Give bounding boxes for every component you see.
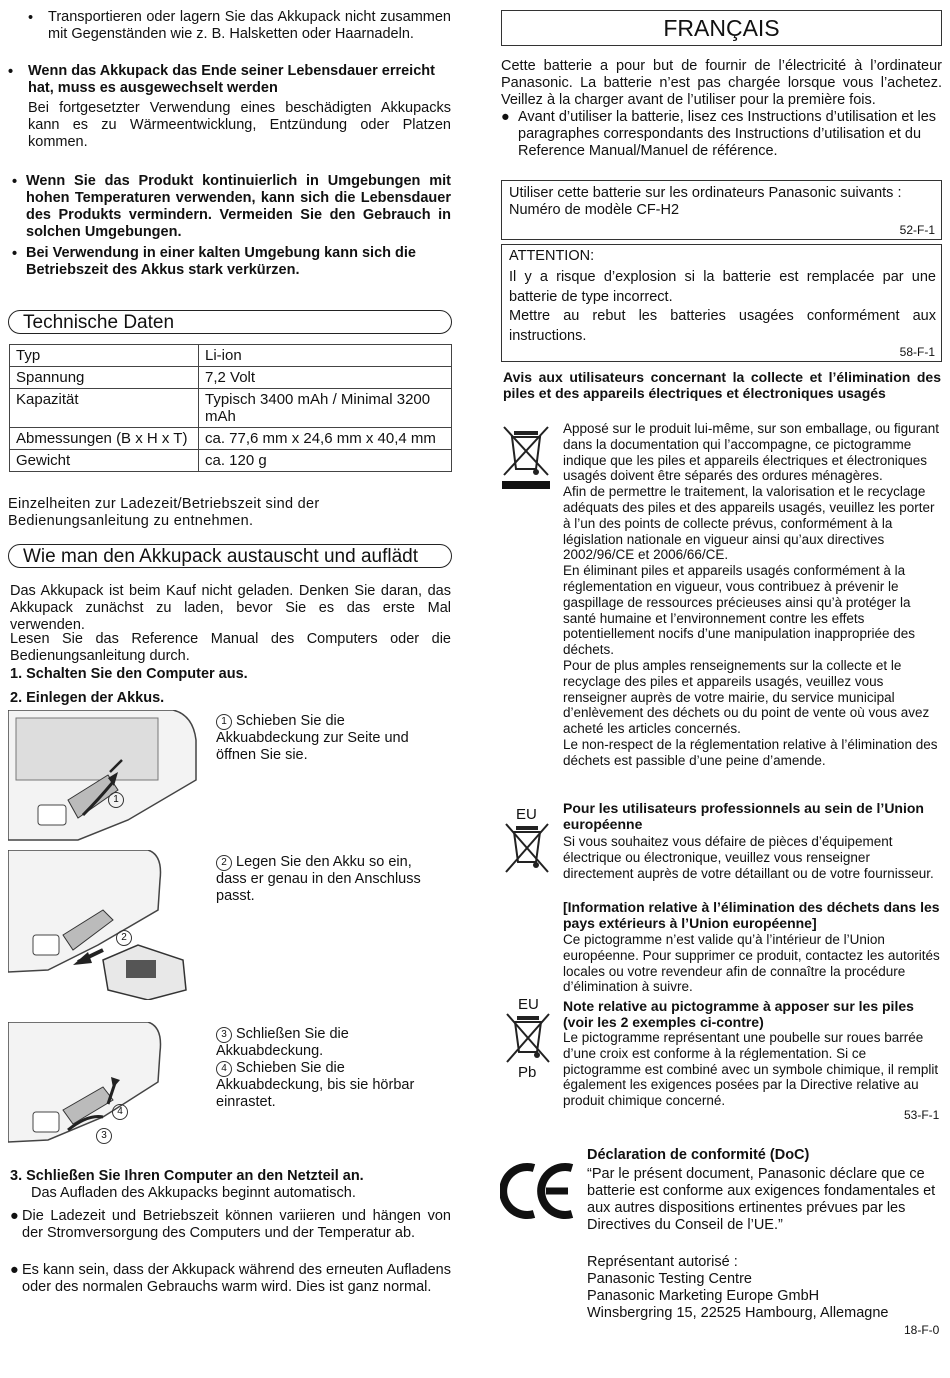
- fr-intro: Cette batterie a pour but de fournir de l’électricité à l’ordinateur Panasonic. La batterie n’est pas chargée lorsque vous l’achetez. Veillez à la charger avant de l’utiliser pour la première fois.: [501, 58, 942, 108]
- pro-title: Pour les utilisateurs professionnels au sein de l’Union européenne: [563, 800, 924, 832]
- doc-text: “Par le présent document, Panasonic déclare que ce batterie est conforme aux exigences fondamentales et aux autres dispositions ertinentes prévues par les Directives du Conseil de l’UE.”: [587, 1166, 936, 1233]
- cold-warning: Bei Verwendung in einer kalten Umgebung kann sich die Betriebszeit des Akkus stark verkürzen.: [26, 245, 416, 278]
- page-title: FRANÇAIS: [663, 15, 780, 41]
- code-53-f-1: 53-F-1: [904, 1108, 940, 1122]
- bullet-dot: •: [12, 246, 18, 262]
- fr-intro-bullet: Avant d’utiliser la batterie, lisez ces Instructions d’utilisation et les paragraphes correspondants des Instructions d’utilisation et du Reference Manual/Manuel de référence.: [518, 109, 937, 159]
- attention-label: ATTENTION:: [509, 248, 595, 264]
- sub-step-3: 3 Schließen Sie die Akkuabdeckung.: [216, 1026, 349, 1059]
- bullet-dot: ●: [10, 1262, 19, 1278]
- ce-mark-icon: [500, 1162, 576, 1220]
- intro-text: Das Akkupack ist beim Kauf nicht geladen. Denken Sie daran, das Akkupack zunächst zu laden, bevor Sie es das erste Mal verwenden.: [10, 583, 451, 633]
- spec-note: Einzelheiten zur Ladezeit/Betriebszeit sind der Bedienungsanleitung zu entnehmen.: [8, 496, 320, 529]
- doc-title: Déclaration de conformité (DoC): [587, 1147, 810, 1163]
- open-cover-illustration: [8, 710, 203, 845]
- lifetime-text: Bei fortgesetzter Verwendung eines beschädigten Akkupacks kann es zu Wärmeentwicklung, Entzündung oder Platzen kommen.: [28, 100, 451, 150]
- table-row: Spannung 7,2 Volt: [10, 367, 452, 389]
- table-row: Kapazität Typisch 3400 mAh / Minimal 3200 mAh: [10, 389, 452, 428]
- sub-step-1: 1 Schieben Sie die Akkuabdeckung zur Seite und öffnen Sie sie.: [216, 713, 409, 763]
- table-row: Abmessungen (B x H x T) ca. 77,6 mm x 24,6 mm x 40,4 mm: [10, 428, 452, 450]
- bullet-dot: •: [28, 10, 34, 26]
- pro-text: Si vous souhaitez vous défaire de pièces d’équipement électrique ou électronique, veuillez vous renseigner directement auprès de votre détaillant ou de votre fournisseur.: [563, 834, 934, 881]
- charge-note-1: Die Ladezeit und Betriebszeit können variieren und hängen von der Stromversorgung des Computers und der Temperatur ab.: [22, 1208, 451, 1241]
- crossed-bin-icon: [502, 822, 552, 880]
- step-marker-4-illustration: 4: [112, 1102, 132, 1120]
- replace-heading: Wie man den Akkupack austauscht und auflädt: [8, 544, 452, 568]
- code-52-f-1: 52-F-1: [899, 223, 935, 237]
- sub-step-2: 2 Legen Sie den Akku so ein, dass er genau in den Anschluss passt.: [216, 854, 421, 904]
- table-row: Typ Li-ion: [10, 345, 452, 367]
- bullet-dot: •: [12, 174, 18, 190]
- attention-box: [501, 244, 942, 362]
- crossed-bin-icon: [503, 1012, 553, 1064]
- crossed-bin-icon: [500, 423, 554, 491]
- attention-text-1: Il y a risque d’explosion si la batterie est remplacée par une batterie de type incorrect.: [509, 269, 936, 305]
- eu-label: EU: [516, 806, 537, 823]
- bullet-dot: ●: [501, 109, 510, 125]
- bullet-dot: •: [8, 64, 14, 80]
- rep-line-1: Représentant autorisé :: [587, 1254, 738, 1270]
- info-text: Ce pictogramme n’est valide qu’à l’intérieur de l’Union européenne. Pour supprimer ce produit, contactez les autorités locales ou votre revendeur afin de connaître la procédure d’élimination à suivre.: [563, 932, 940, 995]
- rep-line-3: Panasonic Marketing Europe GmbH: [587, 1288, 820, 1304]
- pb-label: Pb: [518, 1064, 537, 1081]
- transport-warning: Transportieren oder lagern Sie das Akkupack nicht zusammen mit Gegenständen wie z. B. Halsketten oder Haarnadeln.: [48, 9, 451, 42]
- step-3: 3. Schließen Sie Ihren Computer an den Netzteil an.: [10, 1168, 364, 1184]
- note-title: Note relative au pictogramme à apposer sur les piles (voir les 2 exemples ci-contre): [563, 998, 914, 1030]
- weee-text: Apposé sur le produit lui-même, sur son emballage, ou figurant dans la documentation qui l’accompagne, ce pictogramme indique que les piles et appareils électriques et électroniques usagés doivent être séparés des ordures ménagères. Afin de permettre le traitement, la valorisation et le recyclage adéquats des piles et des appareils usagés, veuillez les porter à l’un des points de collecte prévus, conformément à la législation nationale en vigueur ainsi qu’aux directives 2002/96/CE et 2006/66/CE. En éliminant piles et appareils usagés conformément à la réglementation en vigueur, vous contribuez à prévenir le gaspillage de ressources précieuses ainsi qu’à protéger la santé humaine et l’environnement contre les effets potentiellement nocifs d’une manipulation inappropriée des déchets. Pour de plus amples renseignements sur la collecte et le recyclage des piles et appareils usagés, veuillez vous renseigner auprès de votre mairie, du service municipal d’enlèvement des déchets ou du point de vente où vous avez acheté les articles concernés. Le non-respect de la réglementation relative à l’élimination des déchets est passible d’une peine d’amende.: [563, 421, 939, 768]
- intro-text-2: Lesen Sie das Reference Manual des Computers oder die Bedienungsanleitung durch.: [10, 631, 451, 664]
- francais-heading-box: [501, 10, 942, 46]
- eu-label-2: EU: [518, 996, 539, 1013]
- step-2: 2. Einlegen der Akkus.: [10, 690, 165, 706]
- rep-line-2: Panasonic Testing Centre: [587, 1271, 752, 1287]
- tech-data-heading: Technische Daten: [8, 310, 452, 334]
- sub-step-4: 4 Schieben Sie die Akkuabdeckung, bis sie hörbar einrastet.: [216, 1060, 415, 1110]
- attention-text-2: Mettre au rebut les batteries usagées conformément aux instructions.: [509, 308, 936, 344]
- step-marker-1-illustration: 1: [108, 790, 128, 808]
- code-58-f-1: 58-F-1: [899, 345, 935, 359]
- step-marker-2-illustration: 2: [116, 928, 136, 946]
- step-3-text: Das Aufladen des Akkupacks beginnt automatisch.: [31, 1185, 356, 1201]
- high-temp-warning: Wenn Sie das Produkt kontinuierlich in Umgebungen mit hohen Temperaturen verwenden, kann sich die Lebensdauer des Produkts vermindern. Vermeiden Sie den Gebrauch in solchen Umgebungen.: [26, 173, 451, 240]
- rep-line-4: Winsbergring 15, 22525 Hambourg, Allemagne: [587, 1305, 889, 1321]
- note-text: Le pictogramme représentant une poubelle sur roues barrée d’une croix est conforme à la réglementation. Si ce pictogramme est combiné avec un symbole chimique, il remplit également les exigences posées par la Directive relative au produit chimique concerné.: [563, 1030, 939, 1109]
- lifetime-heading: Wenn das Akkupack das Ende seiner Lebensdauer erreicht hat, muss es ausgewechselt werden: [28, 63, 435, 96]
- spec-table: [9, 344, 452, 472]
- insert-battery-illustration: [8, 850, 203, 1000]
- code-18-f-0: 18-F-0: [904, 1323, 940, 1337]
- info-title: [Information relative à l’élimination des déchets dans les pays extérieurs à l’Union européenne]: [563, 899, 940, 931]
- model-text: Utiliser cette batterie sur les ordinateurs Panasonic suivants : Numéro de modèle CF-H2: [509, 185, 902, 218]
- bullet-dot: ●: [10, 1208, 19, 1224]
- step-marker-3-illustration: 3: [96, 1126, 116, 1144]
- step-1: 1. Schalten Sie den Computer aus.: [10, 666, 248, 682]
- table-row: Gewicht ca. 120 g: [10, 450, 452, 472]
- charge-note-2: Es kann sein, dass der Akkupack während des erneuten Aufladens oder des normalen Gebrauchs warm wird. Dies ist ganz normal.: [22, 1262, 451, 1295]
- model-box: [501, 180, 942, 240]
- weee-title: Avis aux utilisateurs concernant la collecte et l’élimination des piles et des appareils électriques et électroniques usagés: [503, 369, 941, 401]
